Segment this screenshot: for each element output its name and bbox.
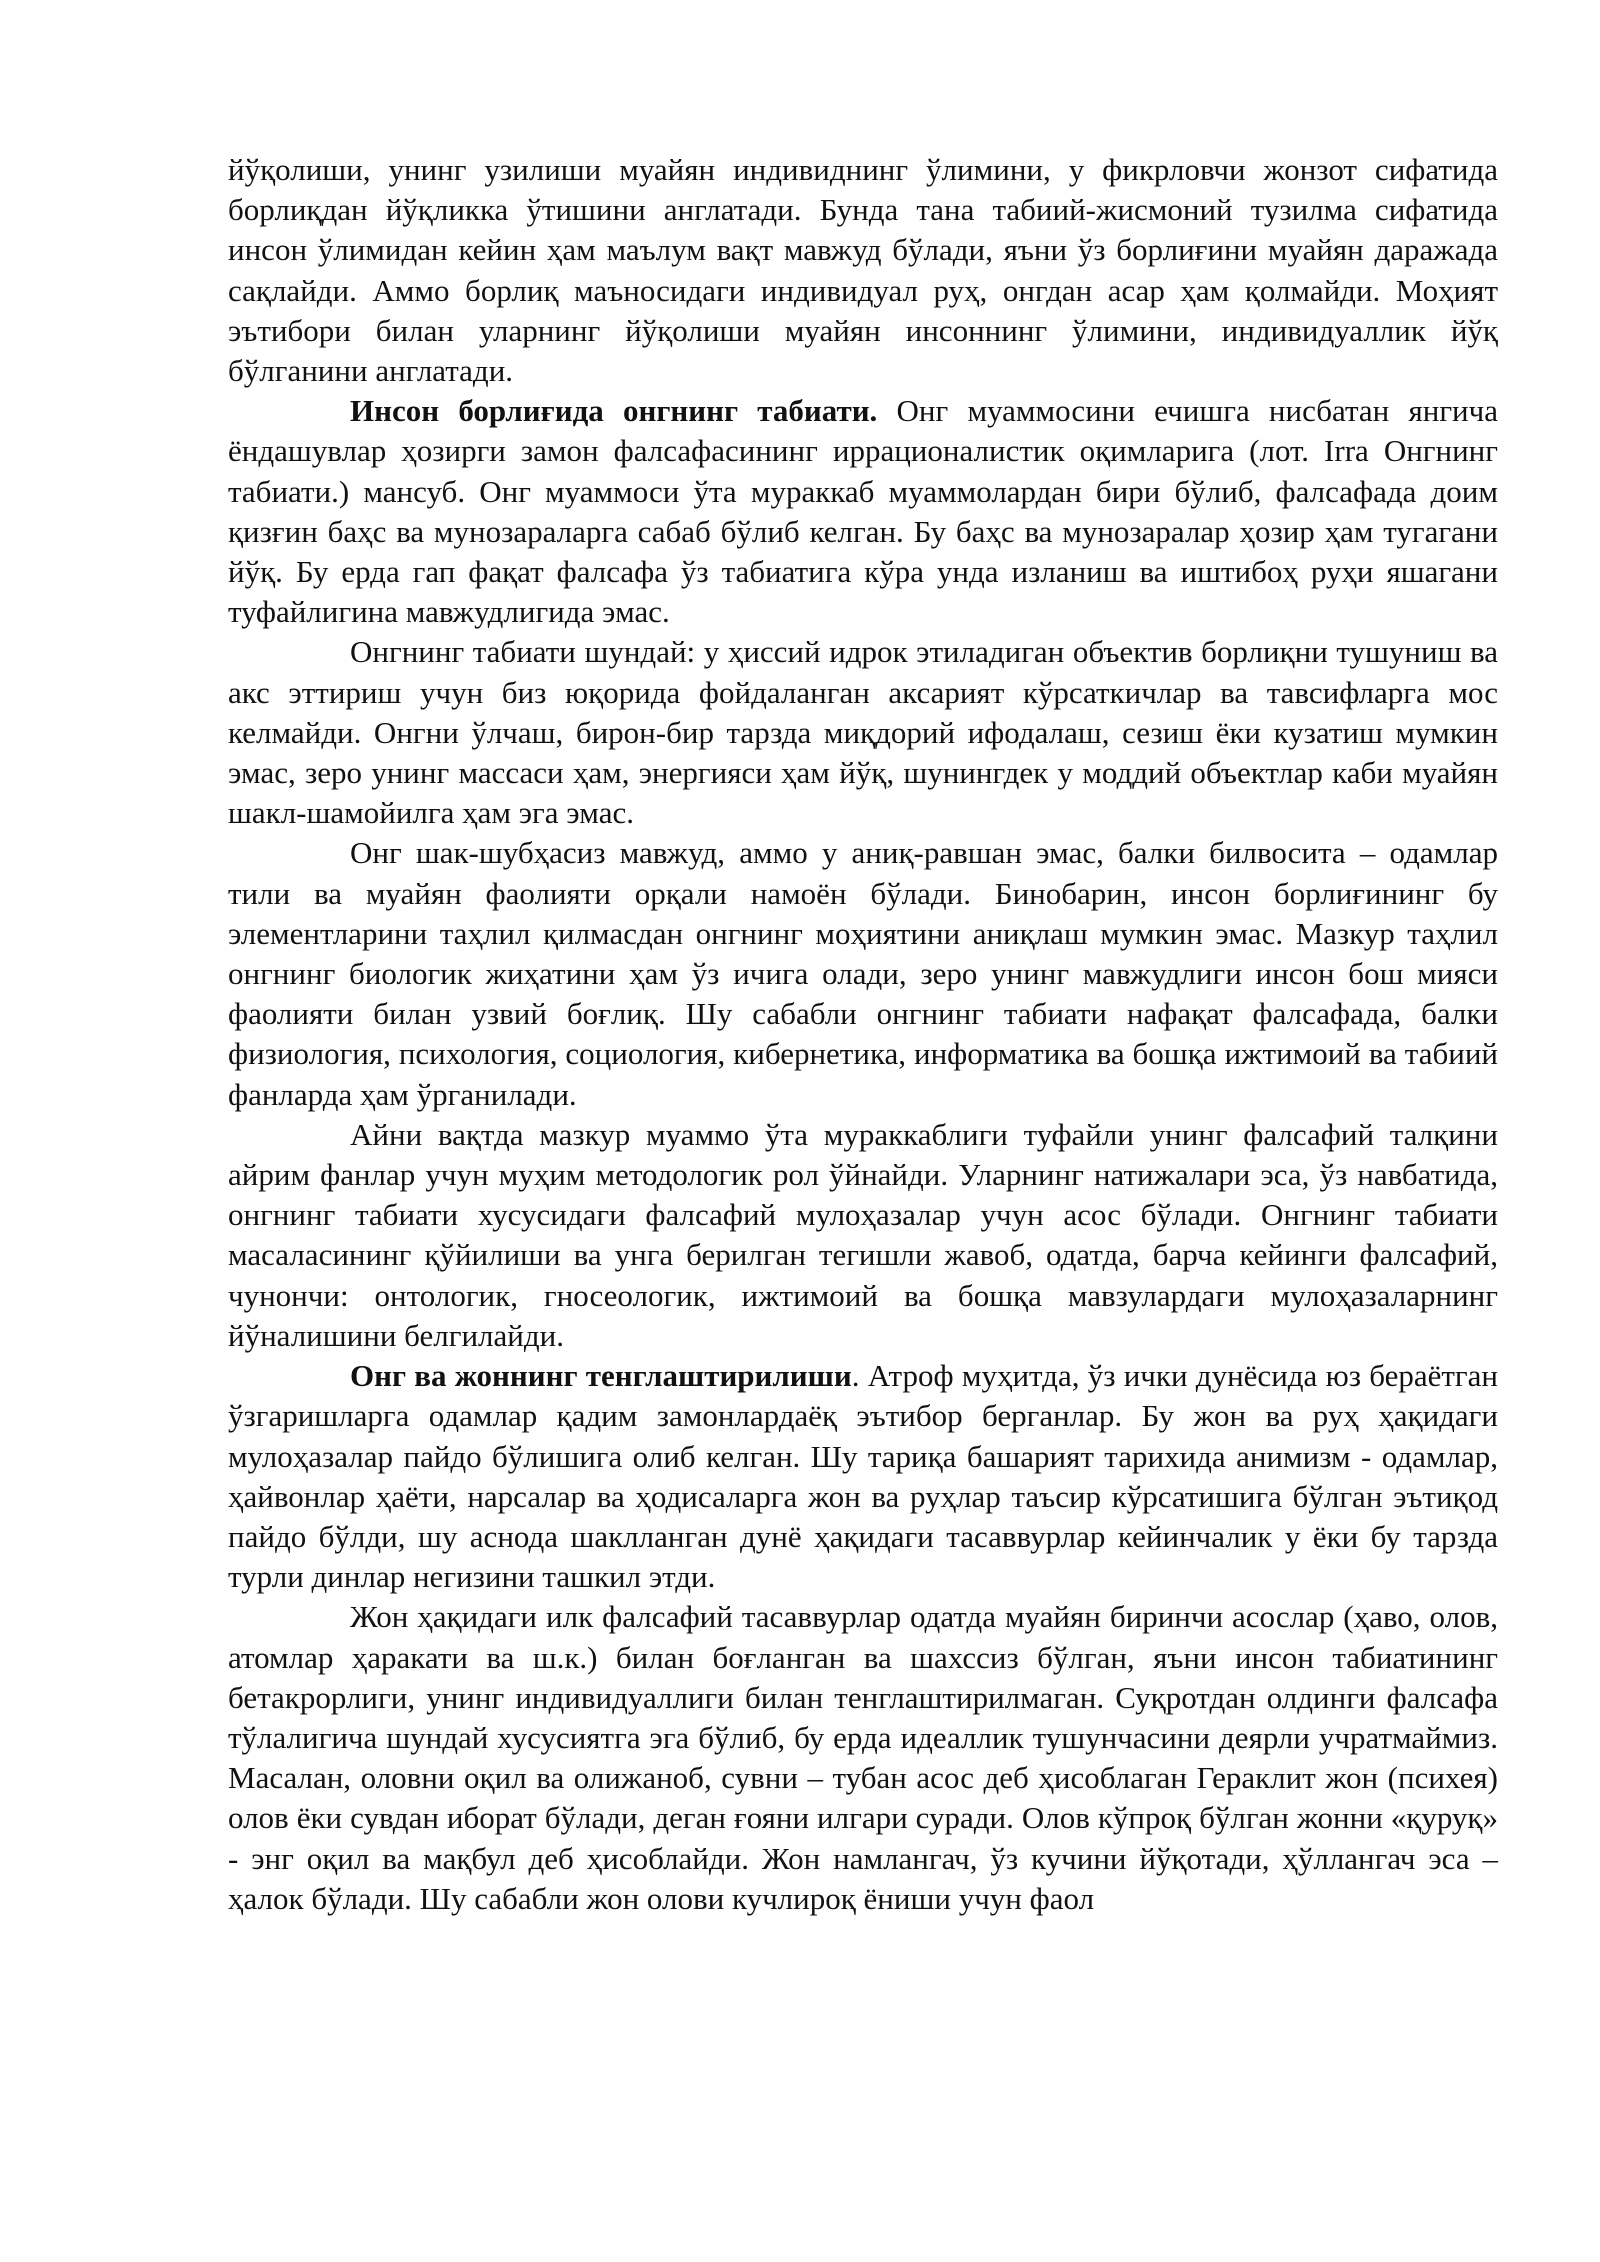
paragraph-text: Жон ҳақидаги илк фалсафий тасаввурлар одатда муайян биринчи асослар (ҳаво, олов, атомлар ҳаракати ва ш.к.) билан боғланган ва шахссиз бўлган, яъни инсон табиатининг бетакрорлиги, унинг индивидуаллиги билан тенглаштирилмаган. Суқротдан олдинги фалсафа тўлалигича шундай хусусиятга эга бўлиб, бу ерда идеаллик тушунчасини деярли учратмаймиз. Масалан, оловни оқил ва олижаноб, сувни – тубан асос деб ҳисоблаган Гераклит жон (психея) олов ёки сувдан иборат бўлади, деган ғояни илгари суради. Олов кўпроқ бўлган жонни «қуруқ» - энг оқил ва мақбул деб ҳисоблайди. Жон намлангач, ўз кучини йўқотади, ҳўллангач эса – ҳалок бўлади. Шу сабабли жон олови кучлироқ ёниши учун фаол — [228, 1599, 1498, 1916]
paragraph-3 — [228, 632, 1498, 833]
paragraph-text: Онг шак-шубҳасиз мавжуд, аммо у аниқ-равшан эмас, балки билвосита – одамлар тили ва муайян фаолияти орқали намоён бўлади. Бинобарин, инсон борлиғининг бу элементларини таҳлил қилмасдан онгнинг моҳиятини аниқлаш мумкин эмас. Мазкур таҳлил онгнинг биологик жиҳатини ҳам ўз ичига олади, зеро унинг мавжудлиги инсон бош мияси фаолияти билан узвий боғлиқ. Шу сабабли онгнинг табиати нафақат фалсафада, балки физиология, психология, социология, кибернетика, информатика ва бошқа ижтимоий ва табиий фанларда ҳам ўрганилади. — [228, 835, 1498, 1112]
paragraph-text: Айни вақтда мазкур муаммо ўта мураккаблиги туфайли унинг фалсафий талқини айрим фанлар учун муҳим методологик рол ўйнайди. Уларнинг натижалари эса, ўз навбатида, онгнинг табиати хусусидаги фалсафий мулоҳазалар учун асос бўлади. Онгнинг табиати масаласининг қўйилиши ва унга берилган тегишли жавоб, одатда, барча кейинги фалсафий, чунончи: онтологик, гносеологик, ижтимоий ва бошқа мавзулардаги мулоҳазаларнинг йўналишини белгилайди. — [228, 1116, 1498, 1353]
section-heading: Онг ва жоннинг тенглаштирилиши — [350, 1358, 852, 1394]
paragraph-1 — [228, 150, 1498, 391]
paragraph-7 — [228, 1597, 1498, 1919]
paragraph-6 — [228, 1356, 1498, 1597]
paragraph-2 — [228, 391, 1498, 632]
paragraph-5 — [228, 1115, 1498, 1356]
paragraph-text: . Атроф муҳитда, ўз ички дунёсида юз бераётган ўзгаришларга одамлар қадим замонлардаёқ эътибор берганлар. Бу жон ва руҳ ҳақидаги мулоҳазалар пайдо бўлишига олиб келган. Шу тариқа башарият тарихида анимизм - одамлар, ҳайвонлар ҳаёти, нарсалар ва ҳодисаларга жон ва руҳлар таъсир кўрсатишига бўлган эътиқод пайдо бўлди, шу аснода шаклланган дунё ҳақидаги тасаввурлар кейинчалик у ёки бу тарзда турли динлар негизини ташкил этди. — [228, 1358, 1498, 1595]
paragraph-text: Онг муаммосини ечишга нисбатан янгича ёндашувлар ҳозирги замон фалсафасининг иррационалистик оқимларига (лот. Irra Онгнинг табиати.) мансуб. Онг муаммоси ўта мураккаб муаммолардан бири бўлиб, фалсафада доим қизғин баҳс ва мунозараларга сабаб бўлиб келган. Бу баҳс ва мунозаралар ҳозир ҳам тугагани йўқ. Бу ерда гап фақат фалсафа ўз табиатига кўра унда изланиш ва иштибоҳ руҳи яшагани туфайлигина мавжудлигида эмас. — [228, 393, 1498, 630]
paragraph-4 — [228, 833, 1498, 1114]
document-page — [228, 150, 1498, 1919]
paragraph-text: Онгнинг табиати шундай: у ҳиссий идрок этиладиган объектив борлиқни тушуниш ва акс эттириш учун биз юқорида фойдаланган аксарият кўрсаткичлар ва тавсифларга мос келмайди. Онгни ўлчаш, бирон-бир тарзда миқдорий ифодалаш, сезиш ёки кузатиш мумкин эмас, зеро унинг массаси ҳам, энергияси ҳам йўқ, шунингдек у моддий объектлар каби муайян шакл-шамойилга ҳам эга эмас. — [228, 634, 1498, 831]
paragraph-text: йўқолиши, унинг узилиши муайян индивиднинг ўлимини, у фикрловчи жонзот сифатида борлиқдан йўқликка ўтишини англатади. Бунда тана табиий-жисмоний тузилма сифатида инсон ўлимидан кейин ҳам маълум вақт мавжуд бўлади, яъни ўз борлиғини муайян даражада сақлайди. Аммо борлиқ маъносидаги индивидуал руҳ, онгдан асар ҳам қолмайди. Моҳият эътибори билан уларнинг йўқолиши муайян инсоннинг ўлимини, индивидуаллик йўқ бўлганини англатади. — [228, 152, 1498, 389]
section-heading: Инсон борлиғида онгнинг табиати. — [350, 393, 878, 429]
